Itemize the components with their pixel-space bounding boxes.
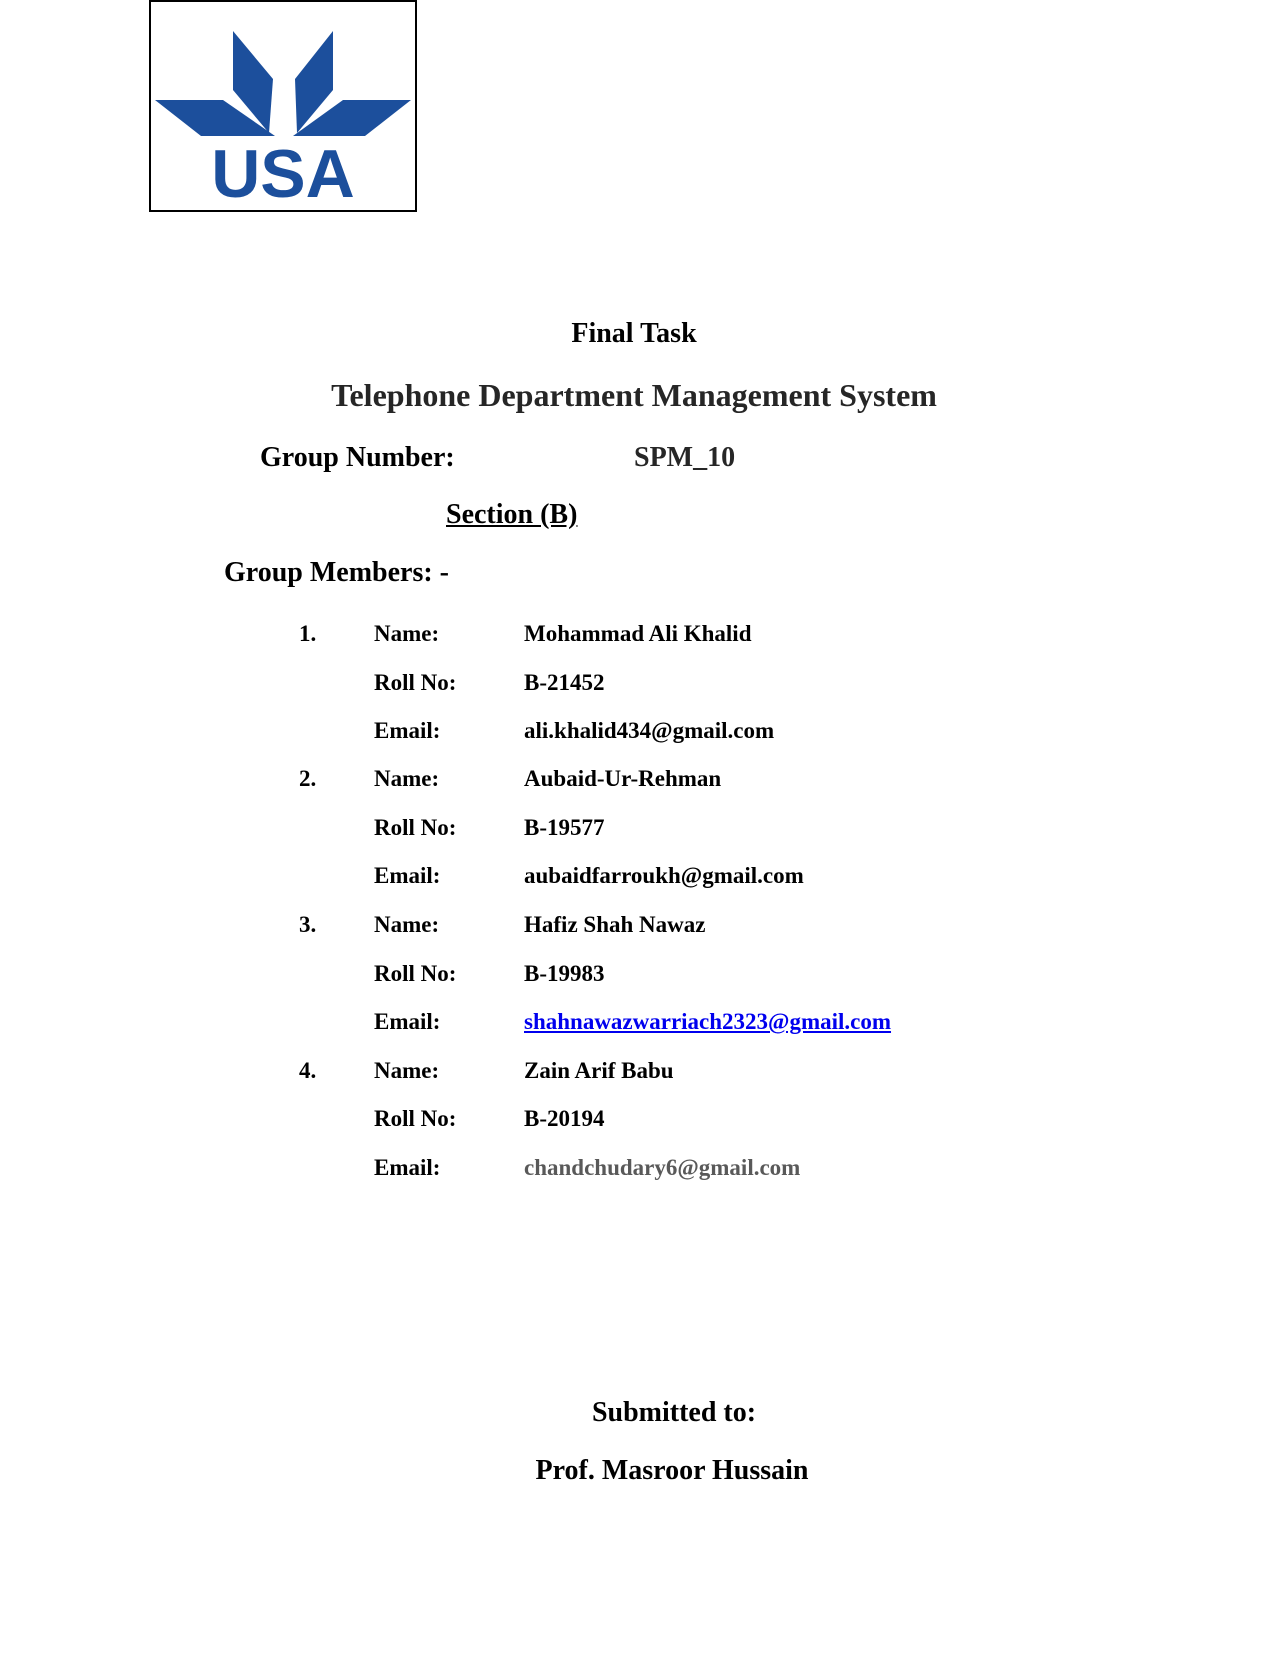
member-4-roll-row	[0, 1106, 1280, 1136]
member-2-roll-row	[0, 815, 1280, 845]
member-3-email-row	[0, 1009, 1280, 1039]
professor-name: Prof. Masroor Hussain	[535, 1455, 809, 1486]
group-number-label: Group Number:	[260, 442, 455, 473]
university-logo	[149, 0, 417, 212]
group-members-heading: Group Members: -	[224, 557, 449, 588]
roll-label: Roll No:	[374, 1106, 457, 1131]
member-number: 1.	[299, 621, 317, 646]
member-4-email-row	[0, 1155, 1280, 1185]
member-name: Zain Arif Babu	[524, 1058, 674, 1083]
roll-label: Roll No:	[374, 670, 457, 695]
member-number: 3.	[299, 912, 317, 937]
member-2-email-row	[0, 863, 1280, 893]
member-1-name-row	[0, 621, 1280, 651]
member-email-link[interactable]: shahnawazwarriach2323@gmail.com	[524, 1009, 892, 1034]
member-number: 2.	[299, 766, 317, 791]
member-email: aubaidfarroukh@gmail.com	[524, 863, 804, 888]
member-1-email-row	[0, 718, 1280, 748]
member-3-name-row	[0, 912, 1280, 942]
document-title: Telephone Department Management System	[331, 377, 937, 413]
member-3-roll-row	[0, 961, 1280, 991]
submitted-to-label: Submitted to:	[591, 1397, 757, 1428]
member-email: chandchudary6@gmail.com	[524, 1155, 801, 1180]
member-1-roll-row	[0, 670, 1280, 700]
final-task-heading: Final Task	[571, 318, 697, 349]
member-email: ali.khalid434@gmail.com	[524, 718, 775, 743]
name-label: Name:	[374, 621, 440, 646]
group-number-value: SPM_10	[634, 442, 736, 473]
member-name: Hafiz Shah Nawaz	[524, 912, 706, 937]
member-number: 4.	[299, 1058, 317, 1083]
email-label: Email:	[374, 863, 441, 888]
member-2-name-row	[0, 766, 1280, 796]
member-roll: B-19983	[524, 961, 605, 986]
member-name: Mohammad Ali Khalid	[524, 621, 752, 646]
member-4-name-row	[0, 1058, 1280, 1088]
roll-label: Roll No:	[374, 961, 457, 986]
logo-text: USA	[211, 136, 355, 210]
name-label: Name:	[374, 912, 440, 937]
email-label: Email:	[374, 718, 441, 743]
member-roll: B-20194	[524, 1106, 605, 1131]
email-label: Email:	[374, 1009, 441, 1034]
member-roll: B-21452	[524, 670, 605, 695]
member-roll: B-19577	[524, 815, 605, 840]
member-name: Aubaid-Ur-Rehman	[524, 766, 722, 791]
name-label: Name:	[374, 1058, 440, 1083]
usa-star-logo-icon	[151, 2, 415, 210]
email-label: Email:	[374, 1155, 441, 1180]
section-label: Section (B)	[446, 499, 578, 530]
name-label: Name:	[374, 766, 440, 791]
roll-label: Roll No:	[374, 815, 457, 840]
